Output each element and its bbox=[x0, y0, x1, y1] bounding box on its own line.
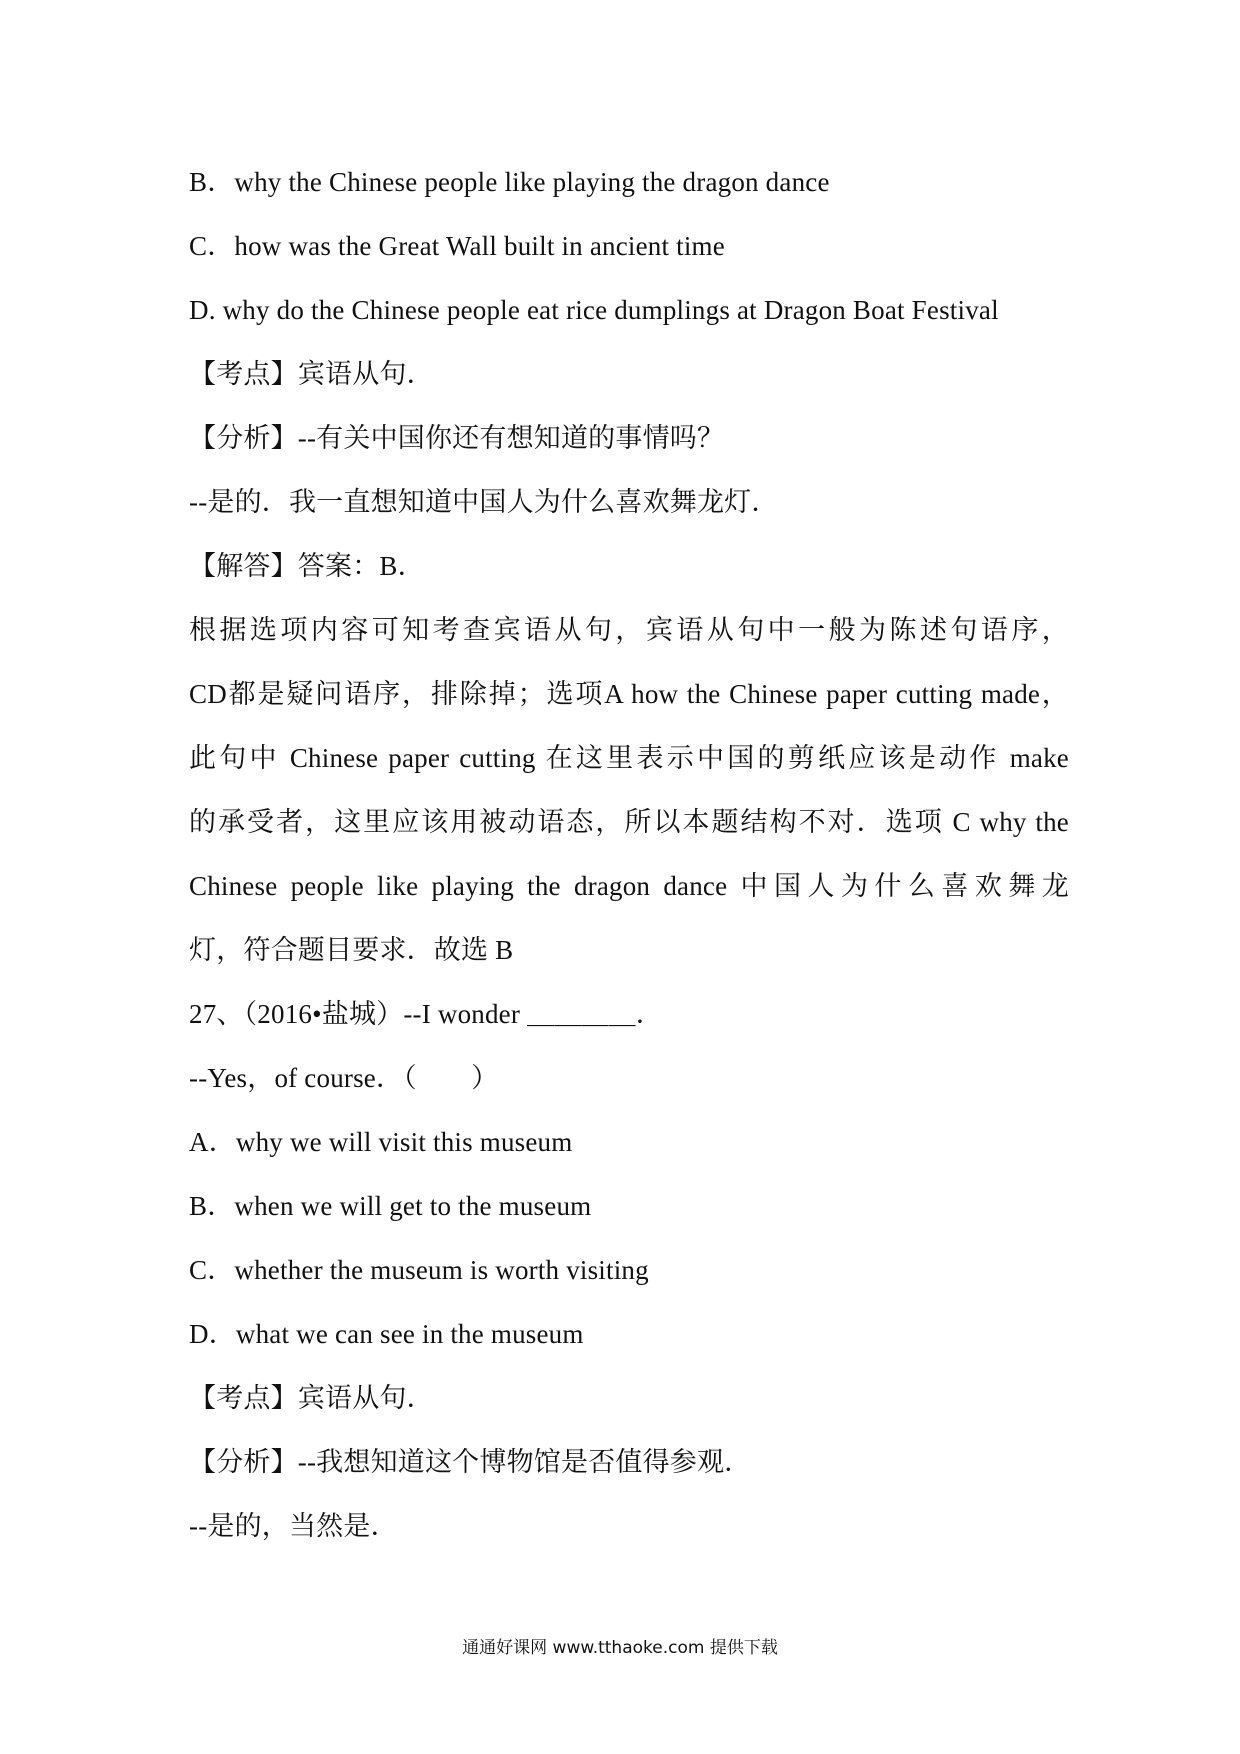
page-footer: 通通好课网 www.tthaoke.com 提供下载 bbox=[462, 1638, 778, 1658]
explanation-line-4: 的承受者，这里应该用被动语态，所以本题结构不对．选项 C why the bbox=[189, 807, 1069, 837]
explanation-line-5: Chinese people like playing the dragon dance 中国人为什么喜欢舞龙 bbox=[189, 871, 1069, 901]
question-27-line: 27、（2016•盐城）--I wonder ＿＿＿＿． bbox=[189, 999, 663, 1029]
explanation-line-1: 根据选项内容可知考查宾语从句，宾语从句中一般为陈述句语序， bbox=[189, 615, 1069, 645]
q27-option-d: D．what we can see in the museum bbox=[189, 1319, 584, 1349]
option-d-line: D. why do the Chinese people eat rice dumplings at Dragon Boat Festival bbox=[189, 295, 999, 325]
question-27-reply-line: --Yes，of course．（ ） bbox=[189, 1063, 499, 1093]
explanation-line-2: CD都是疑问语序，排除掉；选项A how the Chinese paper cutting made， bbox=[189, 679, 1069, 709]
option-c-line: C．how was the Great Wall built in ancient time bbox=[189, 231, 725, 261]
q27-option-b: B．when we will get to the museum bbox=[189, 1191, 592, 1221]
q27-kaodian-line: 【考点】宾语从句． bbox=[189, 1383, 434, 1413]
option-b-line: B．why the Chinese people like playing the dragon dance bbox=[189, 167, 830, 197]
explanation-line-3: 此句中 Chinese paper cutting 在这里表示中国的剪纸应该是动作 make bbox=[189, 743, 1069, 773]
fenxi-line: 【分析】--有关中国你还有想知道的事情吗？ bbox=[189, 423, 725, 453]
fenxi-answer-line: --是的．我一直想知道中国人为什么喜欢舞龙灯． bbox=[189, 487, 779, 517]
q27-option-c: C．whether the museum is worth visiting bbox=[189, 1255, 649, 1285]
kaodian-line: 【考点】宾语从句． bbox=[189, 359, 434, 389]
q27-fenxi-answer-line: --是的，当然是． bbox=[189, 1511, 398, 1541]
q27-option-a: A．why we will visit this museum bbox=[189, 1127, 573, 1157]
q27-fenxi-line: 【分析】--我想知道这个博物馆是否值得参观． bbox=[189, 1447, 752, 1477]
explanation-line-6: 灯，符合题目要求．故选 B bbox=[189, 935, 514, 965]
jieda-line: 【解答】答案：B． bbox=[189, 551, 425, 581]
